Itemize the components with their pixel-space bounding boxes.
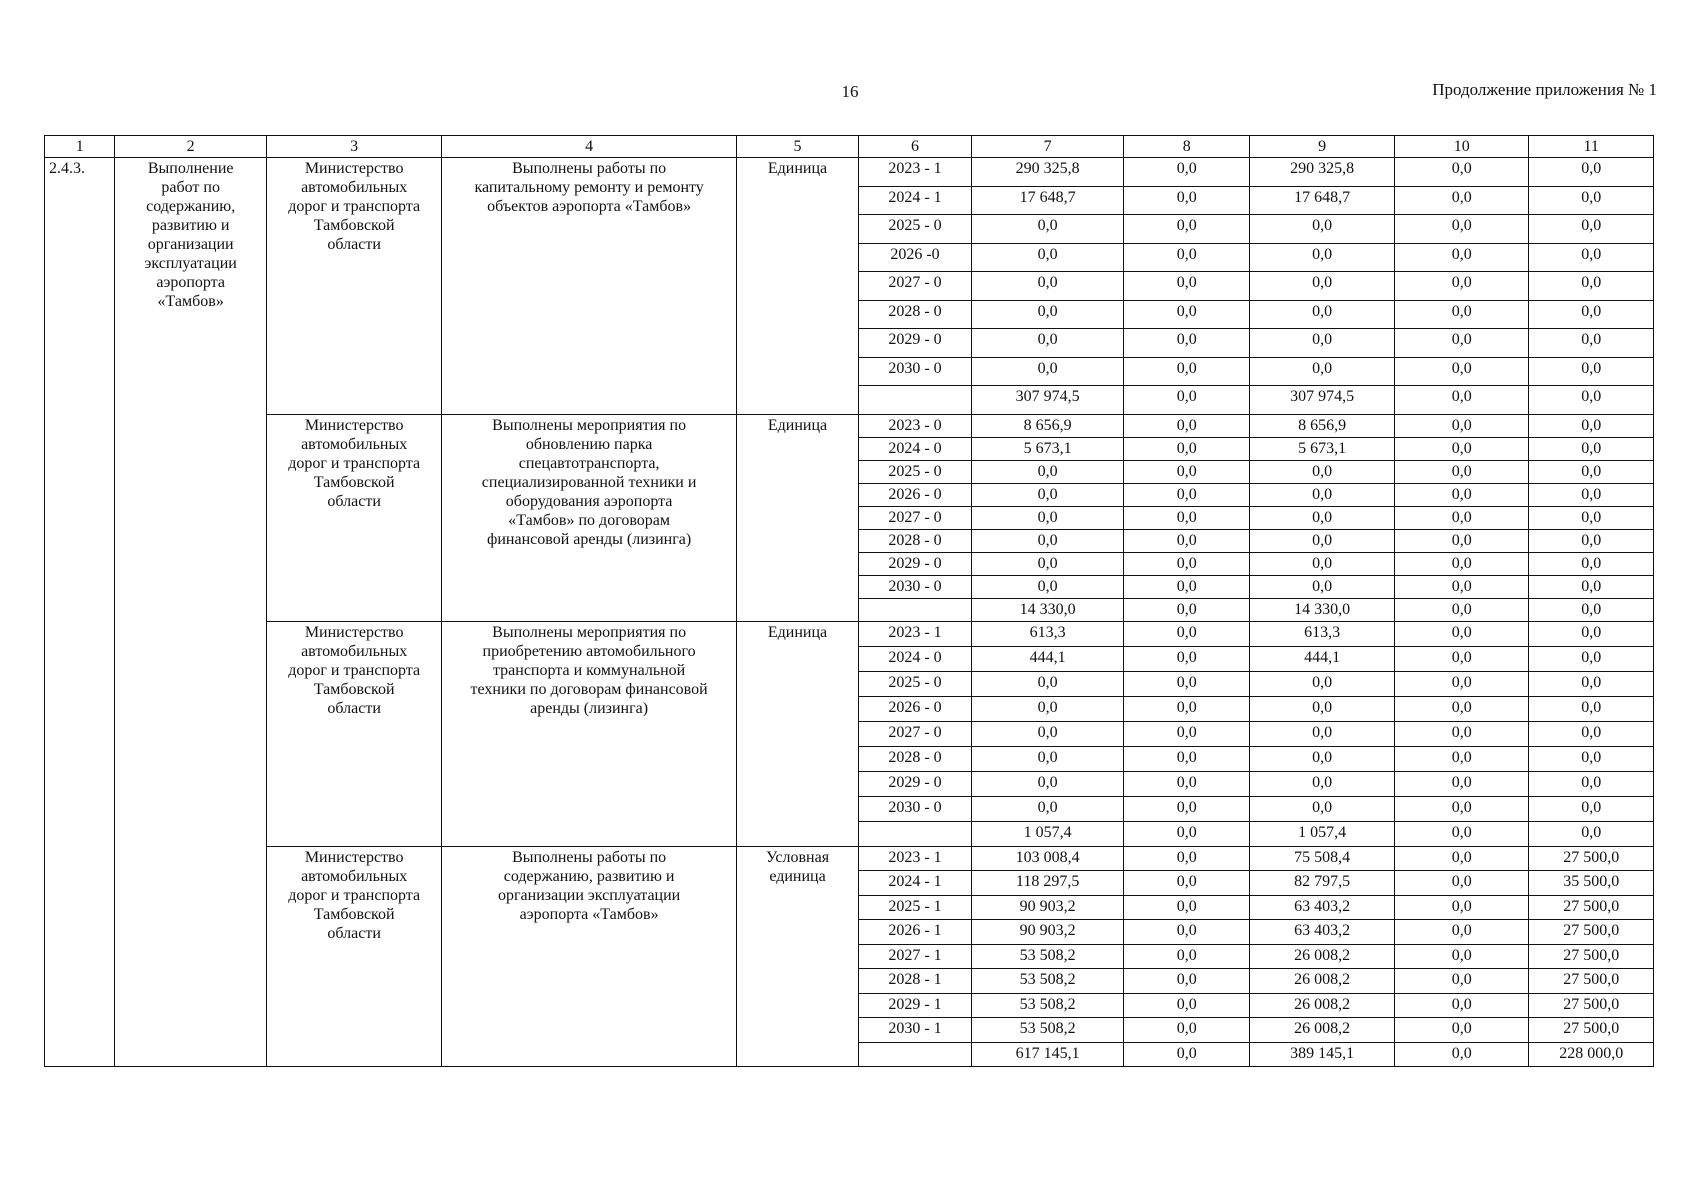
year-value: 2025 - 0 (859, 671, 972, 696)
regional-budget: 0,0 (1250, 300, 1395, 329)
column-number: 11 (1529, 136, 1654, 158)
extrabudgetary-funds: 0,0 (1529, 186, 1654, 215)
measurement-unit: Единица (736, 414, 858, 621)
responsible-executor: Министерство автомобильных дорог и транспорта Тамбовской области (266, 414, 441, 621)
extrabudgetary-funds: 0,0 (1529, 721, 1654, 746)
extrabudgetary-funds: 0,0 (1529, 357, 1654, 386)
extrabudgetary-funds: 228 000,0 (1529, 1042, 1654, 1067)
extrabudgetary-funds: 27 500,0 (1529, 1018, 1654, 1043)
regional-budget: 0,0 (1250, 215, 1395, 244)
regional-budget: 0,0 (1250, 272, 1395, 301)
year-value: 2029 - 0 (859, 771, 972, 796)
total-amount: 307 974,5 (971, 386, 1124, 415)
regional-budget: 1 057,4 (1250, 821, 1395, 846)
year-value (859, 598, 972, 621)
year-value (859, 821, 972, 846)
item-code: 2.4.3. (45, 158, 115, 1067)
regional-budget: 0,0 (1250, 329, 1395, 358)
year-value: 2030 - 0 (859, 575, 972, 598)
total-amount: 0,0 (971, 329, 1124, 358)
federal-budget: 0,0 (1124, 871, 1250, 896)
federal-budget: 0,0 (1124, 821, 1250, 846)
federal-budget: 0,0 (1124, 721, 1250, 746)
regional-budget: 0,0 (1250, 796, 1395, 821)
federal-budget: 0,0 (1124, 386, 1250, 415)
extrabudgetary-funds: 0,0 (1529, 771, 1654, 796)
local-budget: 0,0 (1395, 414, 1529, 437)
extrabudgetary-funds: 0,0 (1529, 529, 1654, 552)
year-value: 2026 - 0 (859, 483, 972, 506)
regional-budget: 0,0 (1250, 552, 1395, 575)
total-amount: 90 903,2 (971, 920, 1124, 945)
extrabudgetary-funds: 0,0 (1529, 552, 1654, 575)
federal-budget: 0,0 (1124, 552, 1250, 575)
local-budget: 0,0 (1395, 386, 1529, 415)
program-table (44, 135, 1654, 1067)
total-amount: 53 508,2 (971, 944, 1124, 969)
local-budget: 0,0 (1395, 846, 1529, 871)
regional-budget: 0,0 (1250, 746, 1395, 771)
local-budget: 0,0 (1395, 969, 1529, 994)
total-amount: 444,1 (971, 646, 1124, 671)
local-budget: 0,0 (1395, 746, 1529, 771)
regional-budget: 75 508,4 (1250, 846, 1395, 871)
federal-budget: 0,0 (1124, 621, 1250, 646)
column-number: 5 (736, 136, 858, 158)
total-amount: 8 656,9 (971, 414, 1124, 437)
year-value: 2023 - 1 (859, 158, 972, 187)
year-value: 2030 - 0 (859, 357, 972, 386)
local-budget: 0,0 (1395, 671, 1529, 696)
federal-budget: 0,0 (1124, 993, 1250, 1018)
federal-budget: 0,0 (1124, 696, 1250, 721)
regional-budget: 63 403,2 (1250, 895, 1395, 920)
result-description: Выполнены работы по капитальному ремонту и ремонту объектов аэропорта «Тамбов» (442, 158, 737, 415)
extrabudgetary-funds: 0,0 (1529, 386, 1654, 415)
result-description: Выполнены работы по содержанию, развитию и организации эксплуатации аэропорта «Тамбов» (442, 846, 737, 1067)
total-amount: 0,0 (971, 272, 1124, 301)
extrabudgetary-funds: 0,0 (1529, 621, 1654, 646)
column-number-row (45, 136, 1654, 158)
regional-budget: 26 008,2 (1250, 993, 1395, 1018)
year-value: 2030 - 1 (859, 1018, 972, 1043)
extrabudgetary-funds: 0,0 (1529, 746, 1654, 771)
local-budget: 0,0 (1395, 920, 1529, 945)
extrabudgetary-funds: 0,0 (1529, 696, 1654, 721)
regional-budget: 0,0 (1250, 771, 1395, 796)
regional-budget: 63 403,2 (1250, 920, 1395, 945)
local-budget: 0,0 (1395, 552, 1529, 575)
local-budget: 0,0 (1395, 796, 1529, 821)
column-number: 2 (115, 136, 267, 158)
extrabudgetary-funds: 0,0 (1529, 646, 1654, 671)
local-budget: 0,0 (1395, 357, 1529, 386)
extrabudgetary-funds: 27 500,0 (1529, 895, 1654, 920)
program-table-container (44, 135, 1654, 1067)
local-budget: 0,0 (1395, 460, 1529, 483)
federal-budget: 0,0 (1124, 598, 1250, 621)
total-amount: 0,0 (971, 746, 1124, 771)
local-budget: 0,0 (1395, 158, 1529, 187)
responsible-executor: Министерство автомобильных дорог и транспорта Тамбовской области (266, 846, 441, 1067)
total-amount: 1 057,4 (971, 821, 1124, 846)
local-budget: 0,0 (1395, 944, 1529, 969)
year-value: 2023 - 1 (859, 846, 972, 871)
federal-budget: 0,0 (1124, 746, 1250, 771)
regional-budget: 0,0 (1250, 696, 1395, 721)
regional-budget: 26 008,2 (1250, 969, 1395, 994)
regional-budget: 0,0 (1250, 575, 1395, 598)
year-row (45, 846, 1654, 871)
federal-budget: 0,0 (1124, 771, 1250, 796)
federal-budget: 0,0 (1124, 460, 1250, 483)
local-budget: 0,0 (1395, 1018, 1529, 1043)
year-value: 2030 - 0 (859, 796, 972, 821)
federal-budget: 0,0 (1124, 437, 1250, 460)
page-number: 16 (841, 82, 859, 101)
extrabudgetary-funds: 35 500,0 (1529, 871, 1654, 896)
local-budget: 0,0 (1395, 721, 1529, 746)
local-budget: 0,0 (1395, 993, 1529, 1018)
regional-budget: 0,0 (1250, 243, 1395, 272)
regional-budget: 17 648,7 (1250, 186, 1395, 215)
local-budget: 0,0 (1395, 621, 1529, 646)
regional-budget: 5 673,1 (1250, 437, 1395, 460)
total-amount: 53 508,2 (971, 969, 1124, 994)
year-value (859, 1042, 972, 1067)
extrabudgetary-funds: 0,0 (1529, 821, 1654, 846)
total-amount: 290 325,8 (971, 158, 1124, 187)
federal-budget: 0,0 (1124, 300, 1250, 329)
extrabudgetary-funds: 0,0 (1529, 575, 1654, 598)
year-value: 2023 - 1 (859, 621, 972, 646)
federal-budget: 0,0 (1124, 846, 1250, 871)
column-number: 9 (1250, 136, 1395, 158)
federal-budget: 0,0 (1124, 969, 1250, 994)
total-amount: 0,0 (971, 460, 1124, 483)
result-description: Выполнены мероприятия по приобретению автомобильного транспорта и коммунальной техники по договорам финансовой аренды (лизинга) (442, 621, 737, 846)
total-amount: 0,0 (971, 483, 1124, 506)
year-value: 2024 - 1 (859, 871, 972, 896)
extrabudgetary-funds: 0,0 (1529, 329, 1654, 358)
local-budget: 0,0 (1395, 771, 1529, 796)
local-budget: 0,0 (1395, 821, 1529, 846)
year-value: 2028 - 0 (859, 746, 972, 771)
regional-budget: 290 325,8 (1250, 158, 1395, 187)
year-value: 2023 - 0 (859, 414, 972, 437)
regional-budget: 14 330,0 (1250, 598, 1395, 621)
local-budget: 0,0 (1395, 598, 1529, 621)
regional-budget: 82 797,5 (1250, 871, 1395, 896)
federal-budget: 0,0 (1124, 671, 1250, 696)
year-value: 2027 - 1 (859, 944, 972, 969)
federal-budget: 0,0 (1124, 243, 1250, 272)
year-value: 2024 - 0 (859, 646, 972, 671)
year-value: 2025 - 1 (859, 895, 972, 920)
column-number: 10 (1395, 136, 1529, 158)
extrabudgetary-funds: 0,0 (1529, 300, 1654, 329)
local-budget: 0,0 (1395, 243, 1529, 272)
item-name: Выполнение работ по содержанию, развитию и организации эксплуатации аэропорта «Тамбов» (115, 158, 267, 1067)
measurement-unit: Единица (736, 158, 858, 415)
column-number: 6 (859, 136, 972, 158)
year-value: 2026 - 0 (859, 696, 972, 721)
extrabudgetary-funds: 0,0 (1529, 796, 1654, 821)
total-amount: 0,0 (971, 671, 1124, 696)
year-value (859, 386, 972, 415)
column-number: 1 (45, 136, 115, 158)
extrabudgetary-funds: 27 500,0 (1529, 944, 1654, 969)
regional-budget: 0,0 (1250, 483, 1395, 506)
total-amount: 17 648,7 (971, 186, 1124, 215)
total-amount: 613,3 (971, 621, 1124, 646)
regional-budget: 613,3 (1250, 621, 1395, 646)
year-value: 2027 - 0 (859, 506, 972, 529)
total-amount: 617 145,1 (971, 1042, 1124, 1067)
table-body (45, 158, 1654, 1067)
column-number: 3 (266, 136, 441, 158)
federal-budget: 0,0 (1124, 329, 1250, 358)
regional-budget: 444,1 (1250, 646, 1395, 671)
column-number: 4 (442, 136, 737, 158)
local-budget: 0,0 (1395, 575, 1529, 598)
year-value: 2024 - 1 (859, 186, 972, 215)
extrabudgetary-funds: 27 500,0 (1529, 920, 1654, 945)
extrabudgetary-funds: 0,0 (1529, 671, 1654, 696)
year-row (45, 621, 1654, 646)
year-row (45, 158, 1654, 187)
total-amount: 90 903,2 (971, 895, 1124, 920)
year-value: 2029 - 0 (859, 329, 972, 358)
federal-budget: 0,0 (1124, 920, 1250, 945)
year-value: 2028 - 0 (859, 300, 972, 329)
measurement-unit: Единица (736, 621, 858, 846)
total-amount: 0,0 (971, 529, 1124, 552)
regional-budget: 0,0 (1250, 721, 1395, 746)
total-amount: 0,0 (971, 243, 1124, 272)
year-value: 2027 - 0 (859, 272, 972, 301)
column-number: 8 (1124, 136, 1250, 158)
total-amount: 0,0 (971, 215, 1124, 244)
federal-budget: 0,0 (1124, 272, 1250, 301)
federal-budget: 0,0 (1124, 506, 1250, 529)
total-amount: 0,0 (971, 357, 1124, 386)
federal-budget: 0,0 (1124, 646, 1250, 671)
total-amount: 0,0 (971, 696, 1124, 721)
total-amount: 53 508,2 (971, 1018, 1124, 1043)
total-amount: 103 008,4 (971, 846, 1124, 871)
total-amount: 14 330,0 (971, 598, 1124, 621)
total-amount: 0,0 (971, 721, 1124, 746)
year-value: 2025 - 0 (859, 215, 972, 244)
extrabudgetary-funds: 0,0 (1529, 598, 1654, 621)
federal-budget: 0,0 (1124, 158, 1250, 187)
federal-budget: 0,0 (1124, 944, 1250, 969)
regional-budget: 307 974,5 (1250, 386, 1395, 415)
federal-budget: 0,0 (1124, 1042, 1250, 1067)
local-budget: 0,0 (1395, 646, 1529, 671)
extrabudgetary-funds: 0,0 (1529, 414, 1654, 437)
federal-budget: 0,0 (1124, 895, 1250, 920)
extrabudgetary-funds: 27 500,0 (1529, 993, 1654, 1018)
federal-budget: 0,0 (1124, 575, 1250, 598)
year-value: 2026 -0 (859, 243, 972, 272)
local-budget: 0,0 (1395, 215, 1529, 244)
responsible-executor: Министерство автомобильных дорог и транспорта Тамбовской области (266, 621, 441, 846)
local-budget: 0,0 (1395, 483, 1529, 506)
column-number: 7 (971, 136, 1124, 158)
local-budget: 0,0 (1395, 437, 1529, 460)
federal-budget: 0,0 (1124, 186, 1250, 215)
local-budget: 0,0 (1395, 871, 1529, 896)
local-budget: 0,0 (1395, 186, 1529, 215)
year-value: 2029 - 1 (859, 993, 972, 1018)
regional-budget: 0,0 (1250, 357, 1395, 386)
regional-budget: 8 656,9 (1250, 414, 1395, 437)
extrabudgetary-funds: 0,0 (1529, 483, 1654, 506)
regional-budget: 26 008,2 (1250, 944, 1395, 969)
total-amount: 0,0 (971, 575, 1124, 598)
appendix-continuation-note: Продолжение приложения № 1 (1432, 80, 1657, 99)
local-budget: 0,0 (1395, 696, 1529, 721)
year-value: 2028 - 0 (859, 529, 972, 552)
year-value: 2026 - 1 (859, 920, 972, 945)
federal-budget: 0,0 (1124, 529, 1250, 552)
regional-budget: 0,0 (1250, 529, 1395, 552)
local-budget: 0,0 (1395, 272, 1529, 301)
year-value: 2027 - 0 (859, 721, 972, 746)
federal-budget: 0,0 (1124, 215, 1250, 244)
federal-budget: 0,0 (1124, 357, 1250, 386)
extrabudgetary-funds: 0,0 (1529, 243, 1654, 272)
federal-budget: 0,0 (1124, 796, 1250, 821)
year-value: 2024 - 0 (859, 437, 972, 460)
federal-budget: 0,0 (1124, 483, 1250, 506)
result-description: Выполнены мероприятия по обновлению парка спецавтотранспорта, специализированной техники и оборудования аэропорта «Тамбов» по договорам финансовой аренды (лизинга) (442, 414, 737, 621)
regional-budget: 0,0 (1250, 671, 1395, 696)
responsible-executor: Министерство автомобильных дорог и транспорта Тамбовской области (266, 158, 441, 415)
extrabudgetary-funds: 27 500,0 (1529, 846, 1654, 871)
extrabudgetary-funds: 0,0 (1529, 215, 1654, 244)
year-value: 2025 - 0 (859, 460, 972, 483)
extrabudgetary-funds: 0,0 (1529, 272, 1654, 301)
total-amount: 0,0 (971, 506, 1124, 529)
extrabudgetary-funds: 27 500,0 (1529, 969, 1654, 994)
regional-budget: 26 008,2 (1250, 1018, 1395, 1043)
local-budget: 0,0 (1395, 529, 1529, 552)
total-amount: 0,0 (971, 552, 1124, 575)
total-amount: 5 673,1 (971, 437, 1124, 460)
federal-budget: 0,0 (1124, 414, 1250, 437)
local-budget: 0,0 (1395, 895, 1529, 920)
extrabudgetary-funds: 0,0 (1529, 460, 1654, 483)
local-budget: 0,0 (1395, 1042, 1529, 1067)
total-amount: 0,0 (971, 771, 1124, 796)
regional-budget: 0,0 (1250, 460, 1395, 483)
federal-budget: 0,0 (1124, 1018, 1250, 1043)
local-budget: 0,0 (1395, 329, 1529, 358)
total-amount: 118 297,5 (971, 871, 1124, 896)
local-budget: 0,0 (1395, 506, 1529, 529)
regional-budget: 389 145,1 (1250, 1042, 1395, 1067)
extrabudgetary-funds: 0,0 (1529, 437, 1654, 460)
year-value: 2029 - 0 (859, 552, 972, 575)
year-value: 2028 - 1 (859, 969, 972, 994)
regional-budget: 0,0 (1250, 506, 1395, 529)
extrabudgetary-funds: 0,0 (1529, 506, 1654, 529)
measurement-unit: Условная единица (736, 846, 858, 1067)
local-budget: 0,0 (1395, 300, 1529, 329)
total-amount: 0,0 (971, 796, 1124, 821)
total-amount: 0,0 (971, 300, 1124, 329)
year-row (45, 414, 1654, 437)
extrabudgetary-funds: 0,0 (1529, 158, 1654, 187)
total-amount: 53 508,2 (971, 993, 1124, 1018)
